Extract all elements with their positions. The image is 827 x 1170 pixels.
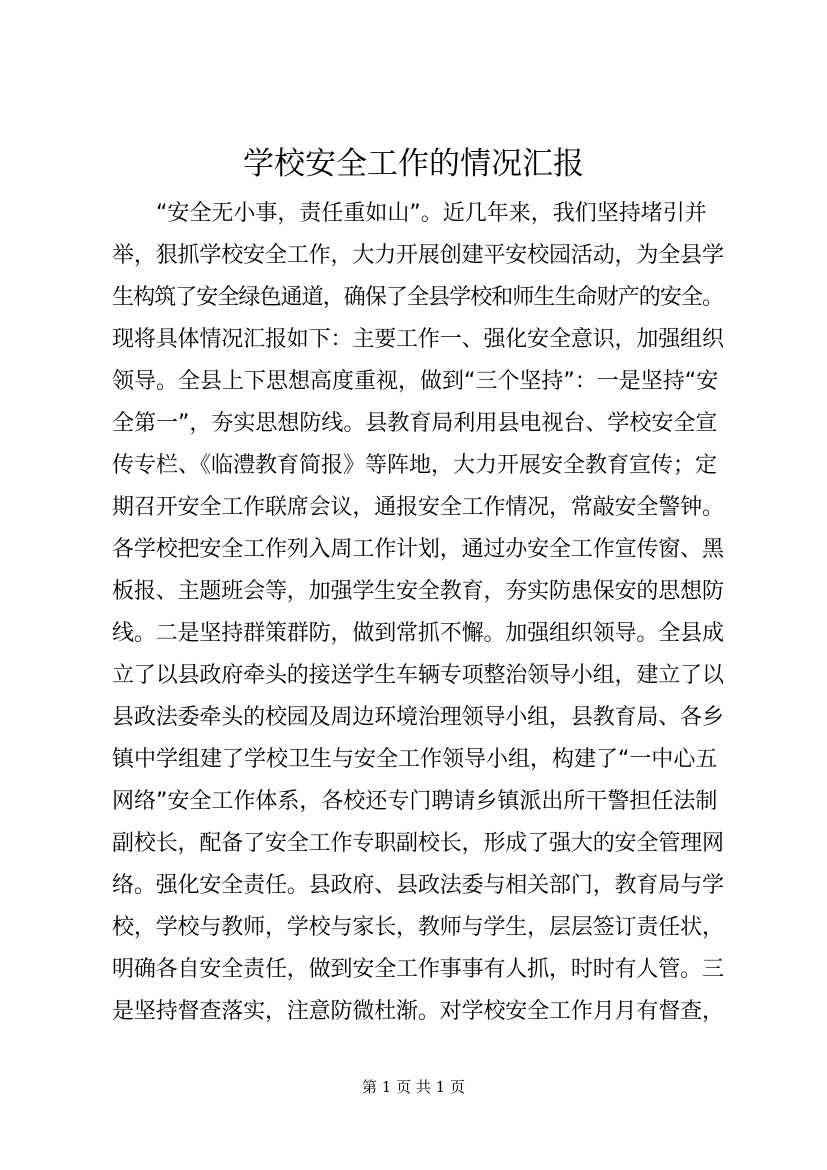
body-line: 网络”安全工作体系，各校还专门聘请乡镇派出所干警担任法制 bbox=[112, 789, 718, 814]
document-title: 学校安全工作的情况汇报 bbox=[243, 146, 584, 182]
body-line: 校，学校与教师，学校与家长，教师与学生，层层签订责任状， bbox=[112, 915, 724, 940]
body-line: 镇中学组建了学校卫生与安全工作领导小组，构建了“一中心五 bbox=[112, 747, 718, 772]
body-line: 领导。全县上下思想高度重视，做到“三个坚持”：一是坚持“安 bbox=[112, 369, 719, 394]
body-line: 是坚持督查落实，注意防微杜渐。对学校安全工作月月有督查， bbox=[112, 999, 724, 1024]
body-line: 立了以县政府牵头的接送学生车辆专项整治领导小组，建立了以 bbox=[112, 663, 724, 688]
body-line: 现将具体情况汇报如下：主要工作一、强化安全意识，加强组织 bbox=[112, 327, 724, 352]
body-line: 线。二是坚持群策群防，做到常抓不懈。加强组织领导。全县成 bbox=[112, 621, 724, 646]
body-line: 板报、主题班会等，加强学生安全教育，夯实防患保安的思想防 bbox=[112, 579, 724, 604]
body-line: 县政法委牵头的校园及周边环境治理领导小组，县教育局、各乡 bbox=[112, 705, 724, 730]
body-line: 明确各自安全责任，做到安全工作事事有人抓，时时有人管。三 bbox=[112, 957, 724, 982]
body-line: 全第一”，夯实思想防线。县教育局利用县电视台、学校安全宣 bbox=[112, 411, 718, 436]
body-line: 传专栏、《临澧教育简报》等阵地，大力开展安全教育宣传；定 bbox=[112, 453, 718, 478]
body-line: 副校长，配备了安全工作专职副校长，形成了强大的安全管理网 bbox=[112, 831, 724, 856]
body-line: 生构筑了安全绿色通道，确保了全县学校和师生生命财产的安全。 bbox=[112, 285, 724, 310]
body-line: 期召开安全工作联席会议，通报安全工作情况，常敲安全警钟。 bbox=[112, 495, 724, 520]
body-line: 络。强化安全责任。县政府、县政法委与相关部门，教育局与学 bbox=[112, 873, 724, 898]
body-line: 举，狠抓学校安全工作，大力开展创建平安校园活动，为全县学 bbox=[112, 243, 724, 268]
page-footer: 第 1 页 共 1 页 bbox=[362, 1078, 465, 1096]
body-line: 各学校把安全工作列入周工作计划，通过办安全工作宣传窗、黑 bbox=[112, 537, 724, 562]
body-line: “安全无小事，责任重如山”。近几年来，我们坚持堵引并 bbox=[156, 201, 707, 226]
